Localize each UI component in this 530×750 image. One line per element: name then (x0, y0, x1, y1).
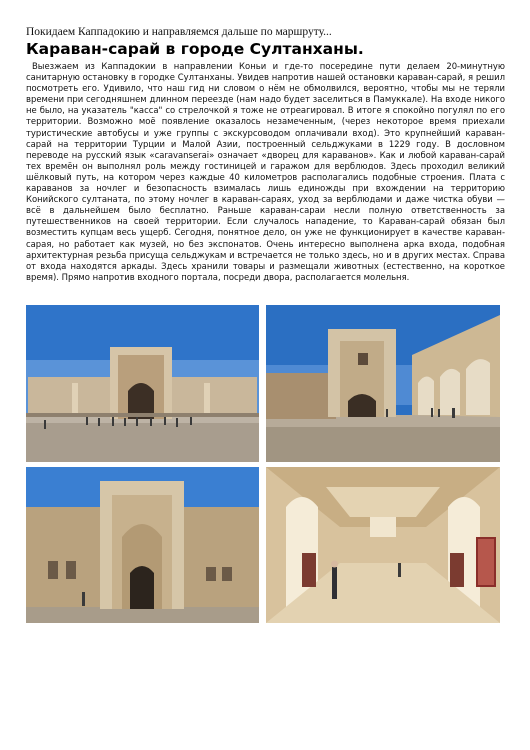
page-title: Караван-сарай в городе Султанханы. (26, 40, 364, 58)
caravanserai-interior-hall-photo (266, 467, 500, 623)
caravanserai-front-view-photo (26, 305, 259, 462)
intro-line: Покидаем Каппадокию и направляемся дальше по маршруту... (26, 26, 332, 38)
caravanserai-courtyard-arcade-photo (266, 305, 500, 462)
body-paragraph: Выезжаем из Каппадокии в направлении Коньи и где-то посередине пути делаем 20-минутную санитарную остановку в городке Султанханы. Увидев напротив нашей остановки караван-сарай, я решил посмотреть его. Удивило, что наш гид ни словом о нём не обмолвился, вероятно, чтобы мы не теряли времени при сегодняшнем длинном переезде (нам надо будет заселиться в Памуккале). На входе никого не было, на указатель "касса" со стрелочкой я тоже не отреагировал. В итоге я спокойно погулял по его территории. Возможно моё появление оказалось незамеченным, (через некоторое время приехали туристические автобусы и уже группы с экскурсоводом оплачивали вход). Это крупнейший караван-сарай на территории Турции и Малой Азии, построенный сельджуками в 1229 году. В дословном переводе на русский язык «caravanserai» означает «дворец для караванов». Как и любой караван-сарай тех времён он выполнял роль между гостиницей и гаражом для верблюдов. Здесь проходил великий шёлковый путь, на котором через каждые 40 километров располагались подобные строения. Плата с караванов за ночлег и безопасность взималась лишь единожды при вхождении на территорию Конийского султаната, по этому ночлег в караван-сараях, уход за верблюдами и даже чистка обуви — всё в дальнейшем было бесплатно. Раньше караван-сараи несли полную ответственность за путешественников на своей территории. Если случалось нападение, то Караван-сарай обязан был возместить купцам весь ущерб. Сегодня, понятное дело, он уже не функционирует в качестве караван-сарая, но работает как музей, но без экспонатов. Очень интересно выполнена арка входа, подобная архитектурная резьба присуща сельджукам и встречается не только здесь, но и в других местах. Справа от входа находятся аркады. Здесь хранили товары и размещали животных (естественно, на короткое время). Прямо напротив входного портала, посреди двора, располагается молельня. (26, 61, 505, 282)
caravanserai-entrance-portal-photo (26, 467, 259, 623)
